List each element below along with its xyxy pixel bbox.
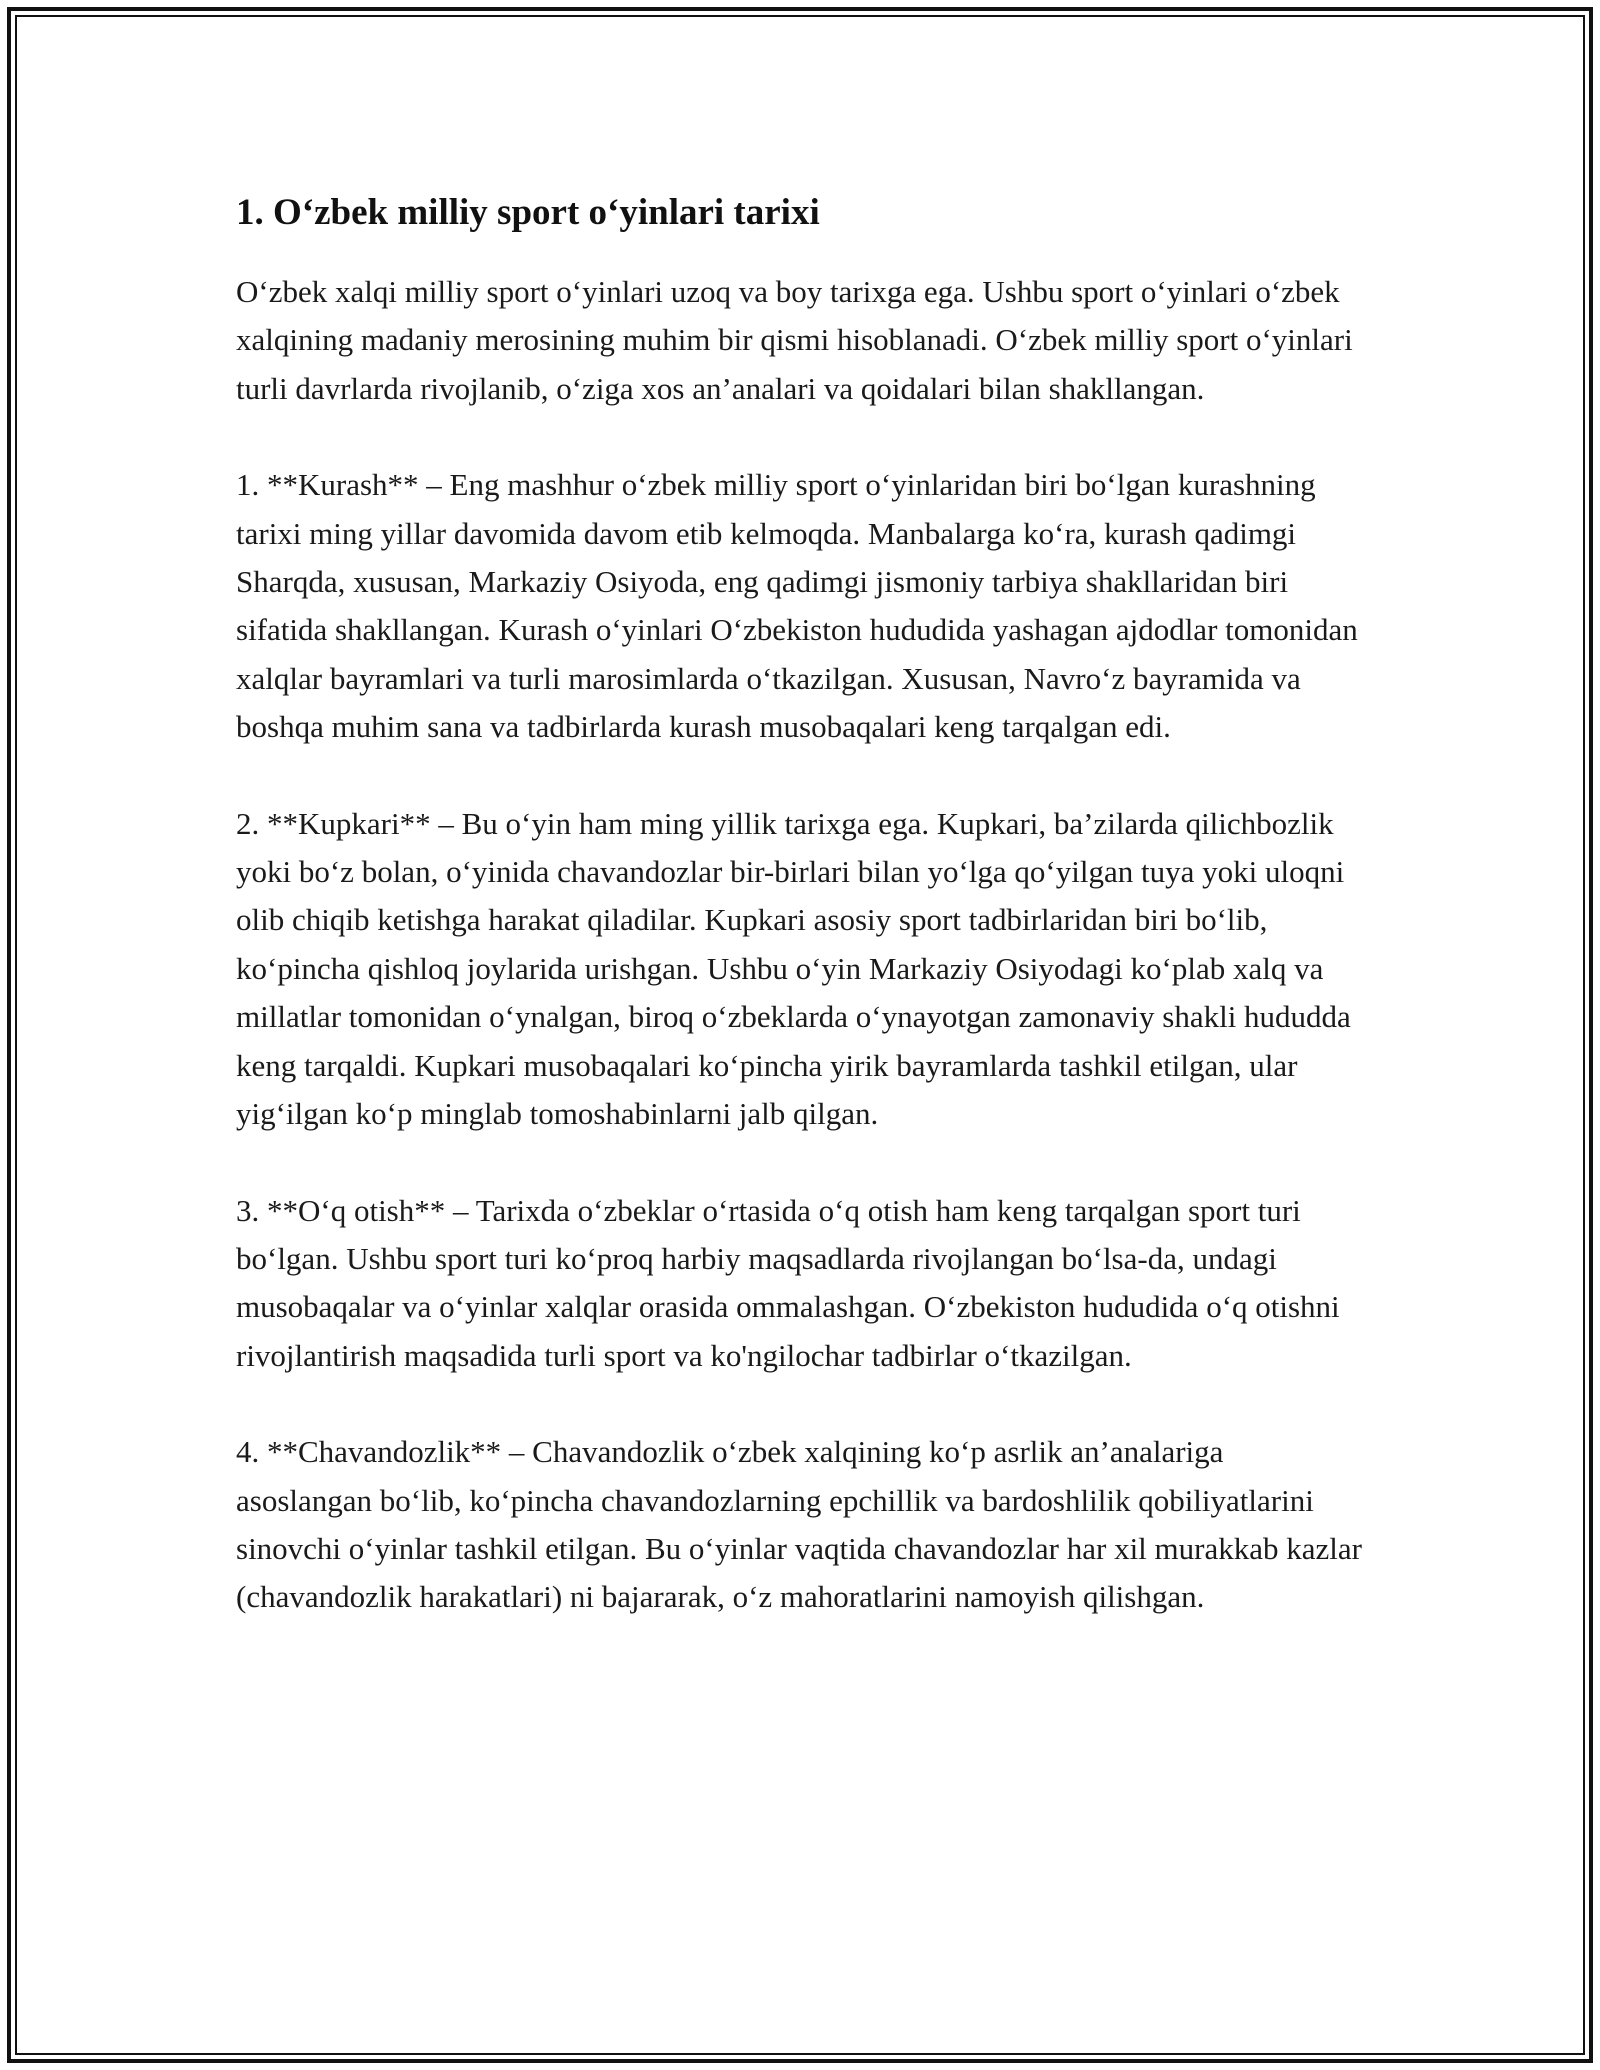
intro-paragraph: Oʻzbek xalqi milliy sport oʻyinlari uzoq va boy tarixga ega. Ushbu sport oʻyinlari oʻzbek xalqining madaniy merosining muhim bir qismi hisoblanadi. Oʻzbek milliy sport oʻyinlari turli davrlarda rivojlanib, oʻziga xos an’analari va qoidalari bilan shakllangan. [236, 274, 1353, 406]
chavandozlik-paragraph: 4. **Chavandozlik** – Chavandozlik oʻzbek xalqining koʻp asrlik an’analariga asoslangan boʻlib, koʻpincha chavandozlarning epchillik va bardoshlilik qobiliyatlarini sinovchi oʻyinlar tashkil etilgan. Bu oʻyinlar vaqtida chavandozlar har xil murakkab kazlar (chavandozlik harakatlari) ni bajararak, oʻz mahoratlarini namoyish qilishgan. [236, 1434, 1362, 1615]
document-title: 1. Oʻzbek milliy sport oʻyinlari tarixi [236, 192, 820, 233]
kurash-paragraph: 1. **Kurash** – Eng mashhur oʻzbek milliy sport oʻyinlaridan biri boʻlgan kurashning tarixi ming yillar davomida davom etib kelmoqda. Manbalarga koʻra, kurash qadimgi Sharqda, xususan, Markaziy Osiyoda, eng qadimgi jismoniy tarbiya shakllaridan biri sifatida shakllangan. Kurash oʻyinlari Oʻzbekiston hududida yashagan ajdodlar tomonidan xalqlar bayramlari va turli marosimlarda oʻtkazilgan. Xususan, Navroʻz bayramida va boshqa muhim sana va tadbirlarda kurash musobaqalari keng tarqalgan edi. [236, 467, 1358, 745]
oq-otish-paragraph: 3. **Oʻq otish** – Tarixda oʻzbeklar oʻrtasida oʻq otish ham keng tarqalgan sport turi boʻlgan. Ushbu sport turi koʻproq harbiy maqsadlarda rivojlangan boʻlsa-da, undagi musobaqalar va oʻyinlar xalqlar orasida ommalashgan. Oʻzbekiston hududida oʻq otishni rivojlantirish maqsadida turli sport va ko'ngilochar tadbirlar oʻtkazilgan. [236, 1192, 1340, 1373]
document-body [236, 188, 1366, 1670]
kupkari-paragraph: 2. **Kupkari** – Bu oʻyin ham ming yillik tarixga ega. Kupkari, ba’zilarda qilichbozlik yoki boʻz bolan, oʻyinida chavandozlar bir-birlari bilan yoʻlga qoʻyilgan tuya yoki uloqni olib chiqib ketishga harakat qiladilar. Kupkari asosiy sport tadbirlaridan biri boʻlib, koʻpincha qishloq joylarida urishgan. Ushbu oʻyin Markaziy Osiyodagi koʻplab xalq va millatlar tomonidan oʻynalgan, biroq oʻzbeklarda oʻynayotgan zamonaviy shakli hududda keng tarqaldi. Kupkari musobaqalari koʻpincha yirik bayramlarda tashkil etilgan, ular yigʻilgan koʻp minglab tomoshabinlarni jalb qilgan. [236, 805, 1351, 1132]
